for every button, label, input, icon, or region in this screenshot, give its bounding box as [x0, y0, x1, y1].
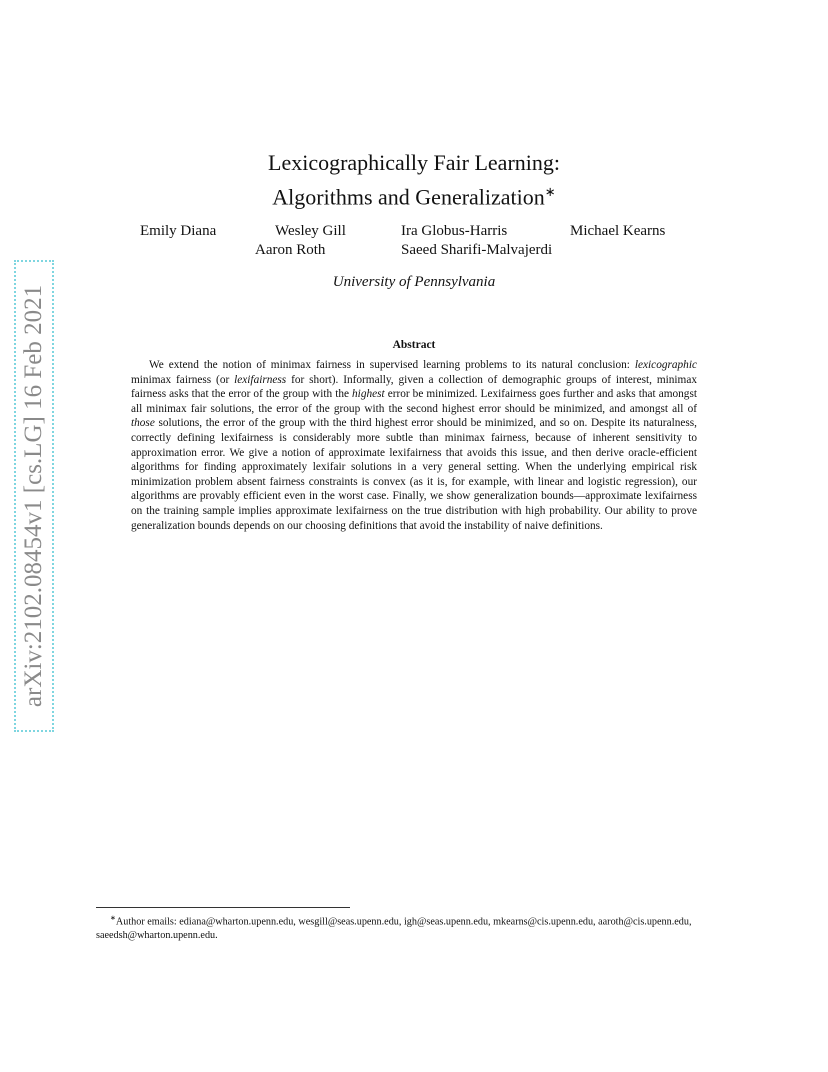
- title-footnote-mark: ∗: [544, 184, 556, 199]
- author-2: Wesley Gill: [275, 223, 346, 239]
- footnote-rule: [96, 907, 350, 908]
- footnote-paragraph: [96, 911, 732, 943]
- author-4: Michael Kearns: [570, 223, 666, 239]
- abstract-text-1: We extend the notion of minimax fairness in supervised learning problems to its natural conclusion:: [149, 359, 635, 371]
- abstract-heading: Abstract: [392, 339, 436, 351]
- abstract-emphasis-1: lexicographic: [634, 359, 697, 371]
- arxiv-identifier: arXiv:2102.08454v1 [cs.LG] 16 Feb 2021: [20, 284, 47, 708]
- paper-title: [0, 148, 828, 211]
- title-line-2-text: Algorithms and Generalization: [272, 184, 545, 210]
- abstract-text-2: minimax fairness (or: [131, 373, 235, 386]
- arxiv-stamp: [14, 260, 54, 732]
- abstract-paragraph: [131, 358, 697, 533]
- author-6: Saeed Sharifi-Malvajerdi: [401, 242, 553, 258]
- title-line-1: Lexicographically Fair Learning:: [268, 150, 560, 175]
- abstract-text-5: solutions, the error of the group with the third highest error should be minimized, and so on. Despite its naturalness, correctly defining lexifairness is considerably more subtle than minimax fairness, because of inherent sensitivity to approximation error. We give a notion of approximate lexifairness that avoids this issue, and then derive oracle-efficient algorithms for finding approximately lexifair solutions in a very general setting. When the underlying empirical risk minimization problem absent fairness constraints is convex (as it is, for example, with linear and logistic regression), our algorithms are provably efficient even in the worst case. Finally, we show generalization bounds—approximate lexifairness on the training sample implies approximate lexifairness on the true distribution with high probability. Our ability to prove generalization bounds depends on our choosing definitions that avoid the instability of naive definitions.: [131, 417, 697, 532]
- abstract-emphasis-4: those: [131, 417, 155, 430]
- affiliation: University of Pennsylvania: [332, 274, 496, 290]
- footnote: [96, 911, 732, 943]
- author-5: Aaron Roth: [255, 242, 326, 258]
- footnote-mark: ∗: [110, 914, 116, 922]
- abstract-text-4: error be minimized. Lexifairness goes further and asks that amongst all minimax fair solutions, the error of the group with the second highest error should be minimized, and amongst all of: [131, 388, 697, 415]
- footnote-text: Author emails: ediana@wharton.upenn.edu, wesgill@seas.upenn.edu, igh@seas.upenn.edu, mkearns@cis.upenn.edu, aaroth@cis.upenn.edu, saeedsh@wharton.upenn.edu.: [96, 916, 692, 942]
- abstract-text-3: for short). Informally, given a collection of demographic groups of interest, minimax fairness asks that the error of the group with the: [131, 373, 697, 401]
- author-1: Emily Diana: [140, 223, 217, 239]
- abstract-emphasis-3: highest: [352, 388, 385, 401]
- title-line-2: [0, 177, 828, 211]
- abstract-emphasis-2: lexifairness: [234, 373, 287, 386]
- abstract-body: [131, 358, 697, 533]
- author-3: Ira Globus-Harris: [401, 223, 508, 239]
